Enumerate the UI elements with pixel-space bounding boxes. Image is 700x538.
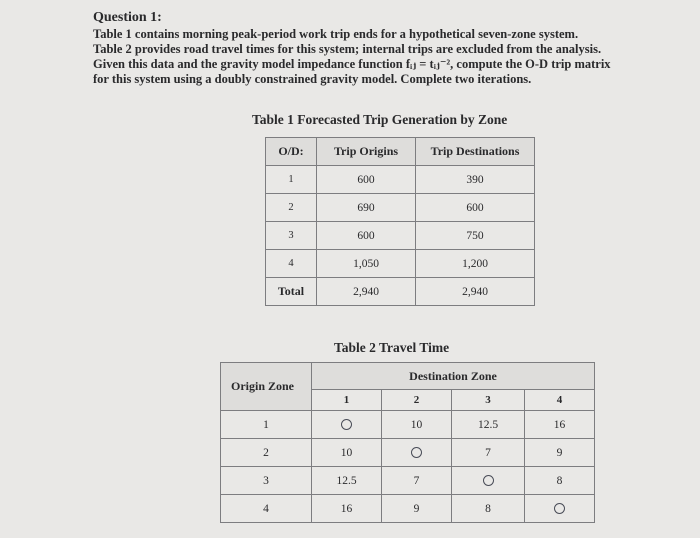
zone-cell: 1 [266, 166, 317, 194]
zone-cell: 4 [266, 250, 317, 278]
travel-time-cell: 8 [452, 495, 525, 523]
question-line: for this system using a doubly constrained gravity model. Complete two iterations. [93, 72, 532, 86]
circle-mark-icon [411, 447, 422, 458]
zone-cell: 3 [266, 222, 317, 250]
origin-zone-cell: 1 [221, 411, 312, 439]
destinations-cell: 390 [416, 166, 535, 194]
question-line: Given this data and the gravity model impedance function fᵢⱼ = tᵢⱼ⁻², compute the O-D trip matrix [93, 57, 611, 71]
destinations-total: 2,940 [416, 278, 535, 306]
dest-column-header: 1 [312, 390, 382, 411]
table-header-row [266, 138, 535, 166]
travel-time-cell [312, 411, 382, 439]
question-text [93, 27, 693, 87]
table-header: Trip Destinations [416, 138, 535, 166]
destinations-cell: 750 [416, 222, 535, 250]
table-row [221, 411, 595, 439]
table-header: O/D: [266, 138, 317, 166]
travel-time-cell [382, 439, 452, 467]
circle-mark-icon [483, 475, 494, 486]
travel-time-cell: 12.5 [312, 467, 382, 495]
origins-cell: 600 [317, 222, 416, 250]
table-row [266, 166, 535, 194]
travel-time-cell: 10 [312, 439, 382, 467]
table2-caption: Table 2 Travel Time [334, 340, 450, 355]
table1-caption: Table 1 Forecasted Trip Generation by Zone [252, 112, 508, 127]
dest-column-header: 3 [452, 390, 525, 411]
origin-zone-cell: 2 [221, 439, 312, 467]
origin-zone-header: Origin Zone [221, 363, 312, 411]
table-row [266, 222, 535, 250]
question-line: Table 2 provides road travel times for this system; internal trips are excluded from the analysis. [93, 42, 602, 56]
travel-time-cell: 7 [452, 439, 525, 467]
travel-time-cell: 9 [525, 439, 595, 467]
table-header: Trip Origins [317, 138, 416, 166]
table-row [266, 194, 535, 222]
origins-cell: 1,050 [317, 250, 416, 278]
destinations-cell: 1,200 [416, 250, 535, 278]
table-header-row [221, 363, 595, 390]
table-row [221, 495, 595, 523]
circle-mark-icon [341, 419, 352, 430]
travel-time-cell: 9 [382, 495, 452, 523]
origin-zone-cell: 3 [221, 467, 312, 495]
travel-time-cell: 7 [382, 467, 452, 495]
total-row [266, 278, 535, 306]
trip-generation-table [265, 137, 535, 306]
travel-time-cell: 16 [525, 411, 595, 439]
origins-cell: 600 [317, 166, 416, 194]
question-title: Question 1: [93, 10, 162, 25]
table-row [221, 439, 595, 467]
origins-total: 2,940 [317, 278, 416, 306]
dest-column-header: 4 [525, 390, 595, 411]
destinations-cell: 600 [416, 194, 535, 222]
origin-zone-cell: 4 [221, 495, 312, 523]
travel-time-cell: 16 [312, 495, 382, 523]
table-row [266, 250, 535, 278]
circle-mark-icon [554, 503, 565, 514]
zone-cell: 2 [266, 194, 317, 222]
travel-time-cell: 12.5 [452, 411, 525, 439]
origins-cell: 690 [317, 194, 416, 222]
destination-zone-header: Destination Zone [312, 363, 595, 390]
dest-column-header: 2 [382, 390, 452, 411]
question-line: Table 1 contains morning peak-period work trip ends for a hypothetical seven-zone system. [93, 27, 579, 41]
travel-time-table [220, 362, 595, 523]
travel-time-cell [525, 495, 595, 523]
table-row [221, 467, 595, 495]
total-label: Total [266, 278, 317, 306]
travel-time-cell: 8 [525, 467, 595, 495]
travel-time-cell: 10 [382, 411, 452, 439]
travel-time-cell [452, 467, 525, 495]
